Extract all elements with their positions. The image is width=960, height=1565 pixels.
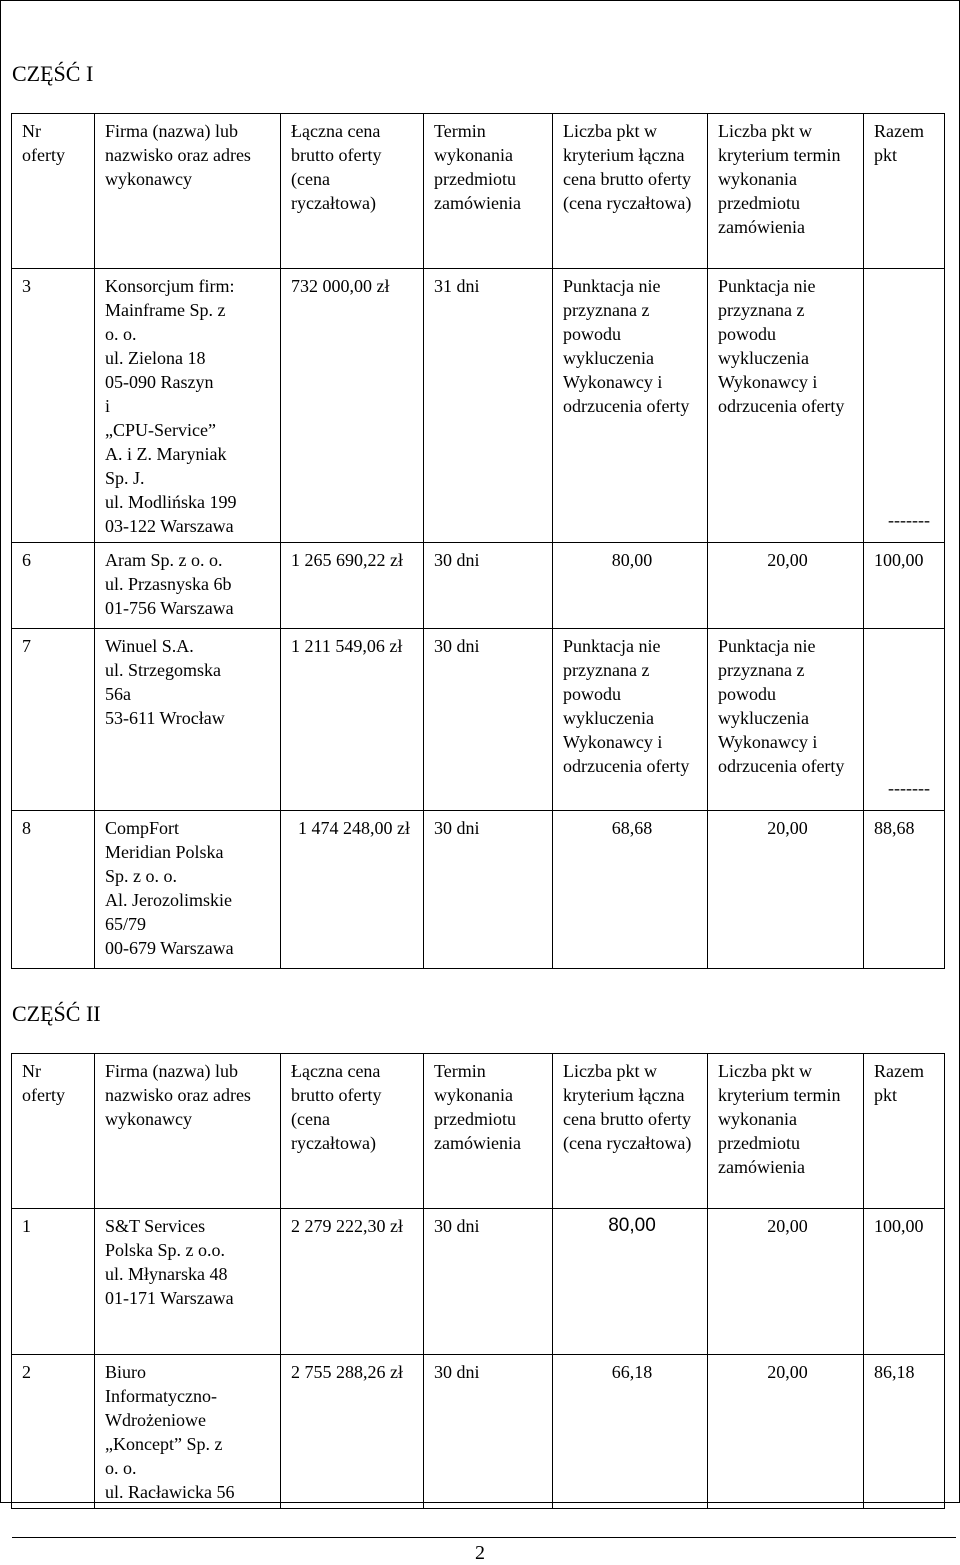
section-1-table [11, 113, 945, 969]
section-1-title: CZĘŚĆ I [12, 61, 94, 86]
header-price: Łączna cena brutto oferty (cena ryczałtowa) [281, 1054, 424, 1209]
term-value: 30 dni [424, 1355, 553, 1509]
section-2-title: CZĘŚĆ II [12, 1001, 101, 1026]
term-value: 30 dni [424, 1209, 553, 1355]
offer-nr: 6 [12, 543, 95, 629]
firm-address: S&T Services Polska Sp. z o.o. ul. Młynarska 48 01-171 Warszawa [95, 1209, 281, 1355]
table-row [12, 269, 945, 543]
header-pts-term: Liczba pkt w kryterium termin wykonania przedmiotu zamówienia [708, 114, 864, 269]
offer-nr: 7 [12, 629, 95, 811]
table-row [12, 629, 945, 811]
header-term: Termin wykonania przedmiotu zamówienia [424, 114, 553, 269]
header-pts-price: Liczba pkt w kryterium łączna cena brutto oferty (cena ryczałtowa) [553, 1054, 708, 1209]
term-value: 31 dni [424, 269, 553, 543]
header-price: Łączna cena brutto oferty (cena ryczałtowa) [281, 114, 424, 269]
price-value: 1 211 549,06 zł [281, 629, 424, 811]
total-value: 100,00 [864, 543, 945, 629]
term-value: 30 dni [424, 811, 553, 969]
offer-nr: 3 [12, 269, 95, 543]
pts-price-value: 68,68 [553, 811, 708, 969]
table-header-row [12, 1054, 945, 1209]
pts-price-value: 80,00 [553, 543, 708, 629]
page-bottom-border [0, 1502, 960, 1503]
header-pts-price: Liczba pkt w kryterium łączna cena brutto oferty (cena ryczałtowa) [553, 114, 708, 269]
firm-address: Winuel S.A. ul. Strzegomska 56a 53-611 Wrocław [95, 629, 281, 811]
pts-price-value: Punktacja nie przyznana z powodu wykluczenia Wykonawcy i odrzucenia oferty [553, 269, 708, 543]
header-pts-term: Liczba pkt w kryterium termin wykonania przedmiotu zamówienia [708, 1054, 864, 1209]
header-firm: Firma (nazwa) lub nazwisko oraz adres wykonawcy [95, 1054, 281, 1209]
price-value: 1 265 690,22 zł [281, 543, 424, 629]
footer-rule [12, 1537, 956, 1538]
offer-nr: 1 [12, 1209, 95, 1355]
pts-price-value: Punktacja nie przyznana z powodu wykluczenia Wykonawcy i odrzucenia oferty [553, 629, 708, 811]
total-value: 100,00 [864, 1209, 945, 1355]
offer-nr: 2 [12, 1355, 95, 1509]
pts-price-value: 66,18 [553, 1355, 708, 1509]
term-value: 30 dni [424, 629, 553, 811]
price-value: 2 279 222,30 zł [281, 1209, 424, 1355]
header-firm: Firma (nazwa) lub nazwisko oraz adres wykonawcy [95, 114, 281, 269]
header-term: Termin wykonania przedmiotu zamówienia [424, 1054, 553, 1209]
header-total: Razem pkt [864, 1054, 945, 1209]
section-2-table [11, 1053, 945, 1509]
offer-nr: 8 [12, 811, 95, 969]
table-row [12, 811, 945, 969]
price-value: 2 755 288,26 zł [281, 1355, 424, 1509]
table-row [12, 1209, 945, 1355]
table-row [12, 543, 945, 629]
header-nr: Nr oferty [12, 1054, 95, 1209]
total-value: ------- [864, 629, 945, 811]
header-total: Razem pkt [864, 114, 945, 269]
page-number: 2 [475, 1542, 485, 1564]
total-value: 86,18 [864, 1355, 945, 1509]
firm-address: Konsorcjum firm: Mainframe Sp. z o. o. ul. Zielona 18 05-090 Raszyn i „CPU-Service” A. i Z. Maryniak Sp. J. ul. Modlińska 199 03-122 Warszawa [95, 269, 281, 543]
price-value: 1 474 248,00 zł [281, 811, 424, 969]
table-header-row [12, 114, 945, 269]
pts-term-value: 20,00 [708, 543, 864, 629]
pts-price-value: 80,00 [553, 1209, 708, 1355]
firm-address: CompFort Meridian Polska Sp. z o. o. Al. Jerozolimskie 65/79 00-679 Warszawa [95, 811, 281, 969]
price-value: 732 000,00 zł [281, 269, 424, 543]
table-row [12, 1355, 945, 1509]
total-value: ------- [864, 269, 945, 543]
pts-term-value: 20,00 [708, 1209, 864, 1355]
term-value: 30 dni [424, 543, 553, 629]
pts-term-value: 20,00 [708, 811, 864, 969]
total-value: 88,68 [864, 811, 945, 969]
firm-address: Aram Sp. z o. o. ul. Przasnyska 6b 01-756 Warszawa [95, 543, 281, 629]
pts-term-value: Punktacja nie przyznana z powodu wykluczenia Wykonawcy i odrzucenia oferty [708, 269, 864, 543]
header-nr: Nr oferty [12, 114, 95, 269]
pts-term-value: 20,00 [708, 1355, 864, 1509]
firm-address: Biuro Informatyczno- Wdrożeniowe „Koncept” Sp. z o. o. ul. Racławicka 56 [95, 1355, 281, 1509]
pts-term-value: Punktacja nie przyznana z powodu wykluczenia Wykonawcy i odrzucenia oferty [708, 629, 864, 811]
